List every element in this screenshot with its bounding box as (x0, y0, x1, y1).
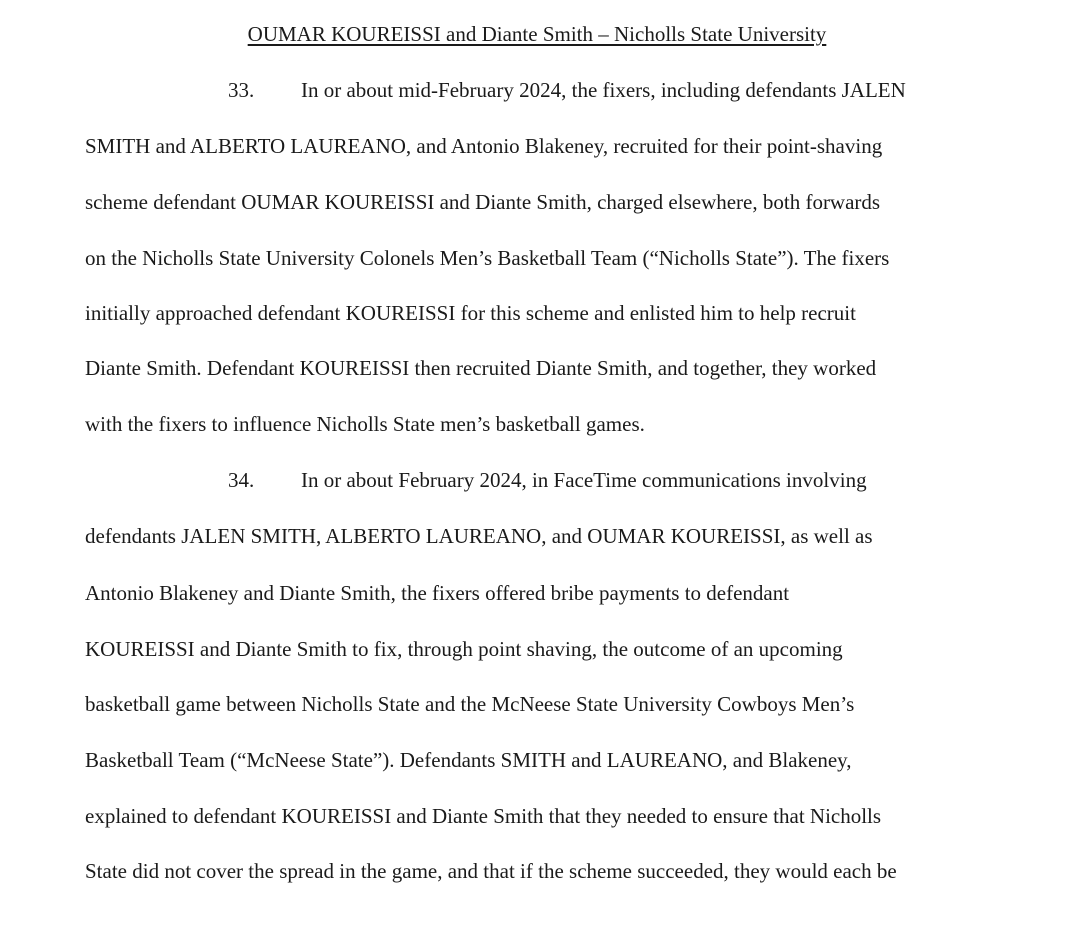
paragraph-line: defendants JALEN SMITH, ALBERTO LAUREANO, and OUMAR KOUREISSI, as well as (85, 524, 873, 548)
paragraph-number: 34. (228, 468, 255, 492)
paragraph-line: SMITH and ALBERTO LAUREANO, and Antonio Blakeney, recruited for their point-shaving (85, 134, 883, 158)
paragraph-line: State did not cover the spread in the game, and that if the scheme succeeded, they would each be (85, 859, 897, 883)
paragraph-line: with the fixers to influence Nicholls State men’s basketball games. (85, 412, 645, 436)
section-heading: OUMAR KOUREISSI and Diante Smith – Nicholls State University (247, 22, 827, 46)
paragraph-line: In or about mid-February 2024, the fixers, including defendants JALEN (301, 78, 906, 102)
paragraph-line: explained to defendant KOUREISSI and Diante Smith that they needed to ensure that Nicholls (85, 804, 882, 828)
paragraph-line: KOUREISSI and Diante Smith to fix, through point shaving, the outcome of an upcoming (85, 637, 843, 661)
paragraph-line: Antonio Blakeney and Diante Smith, the fixers offered bribe payments to defendant (85, 581, 790, 605)
paragraph-line: Diante Smith. Defendant KOUREISSI then recruited Diante Smith, and together, they worked (85, 356, 877, 380)
paragraph-number: 33. (228, 78, 255, 102)
paragraph-line: Basketball Team (“McNeese State”). Defendants SMITH and LAUREANO, and Blakeney, (85, 748, 852, 772)
paragraph-line: scheme defendant OUMAR KOUREISSI and Diante Smith, charged elsewhere, both forwards (85, 190, 881, 214)
paragraph-line: In or about February 2024, in FaceTime communications involving (301, 468, 867, 492)
paragraph-line: initially approached defendant KOUREISSI for this scheme and enlisted him to help recruit (85, 301, 856, 325)
paragraph-line: basketball game between Nicholls State and the McNeese State University Cowboys Men’s (85, 692, 855, 716)
paragraph-line: on the Nicholls State University Colonels Men’s Basketball Team (“Nicholls State”). The fixers (85, 246, 890, 270)
